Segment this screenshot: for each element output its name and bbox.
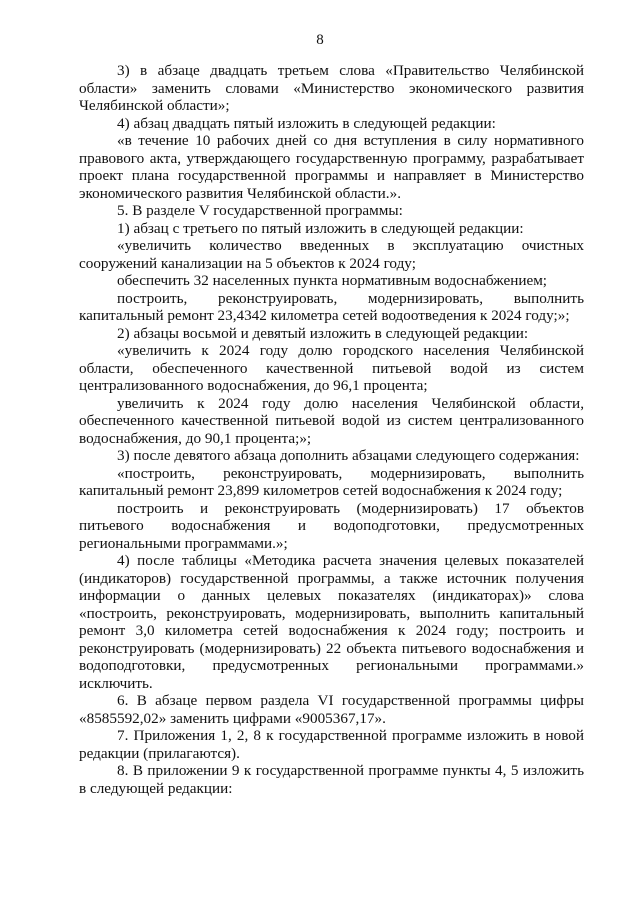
paragraph-14: построить и реконструировать (модернизировать) 17 объектов питьевого водоснабжения и водоподготовки, предусмотренных региональными программами.»; (79, 499, 584, 552)
paragraph-1: 3) в абзаце двадцать третьем слова «Правительство Челябинской области» заменить словами «Министерство экономического развития Челябинской области»; (79, 62, 584, 114)
paragraph-10: «увеличить к 2024 году долю городского населения Челябинской области, обеспеченного качественной питьевой водой из систем централизованного водоснабжения, до 96,1 процента; (79, 342, 584, 394)
paragraph-12: 3) после девятого абзаца дополнить абзацами следующего содержания: (117, 447, 580, 464)
paragraph-13: «построить, реконструировать, модернизировать, выполнить капитальный ремонт 23,899 километров сетей водоснабжения к 2024 году; (79, 464, 584, 499)
paragraph-18: 8. В приложении 9 к государственной программе пункты 4, 5 изложить в следующей редакции: (79, 762, 584, 797)
paragraph-9: 2) абзацы восьмой и девятый изложить в следующей редакции: (117, 324, 529, 342)
paragraph-6: «увеличить количество введенных в эксплуатацию очистных сооружений канализации на 5 объектов к 2024 году; (79, 237, 584, 272)
paragraph-7: обеспечить 32 населенных пункта нормативным водоснабжением; (117, 272, 548, 289)
paragraph-11: увеличить к 2024 году долю населения Челябинской области, обеспеченного качественной питьевой водой из систем централизованного водоснабжения, до 90,1 процента;»; (79, 394, 584, 447)
page-number: 8 (316, 32, 324, 48)
paragraph-17: 7. Приложения 1, 2, 8 к государственной программе изложить в новой редакции (прилагаются). (79, 727, 584, 762)
paragraph-2: 4) абзац двадцать пятый изложить в следующей редакции: (117, 114, 496, 132)
paragraph-8: построить, реконструировать, модернизировать, выполнить капитальный ремонт 23,4342 километра сетей водоотведения к 2024 году;»; (79, 289, 584, 324)
paragraph-15: 4) после таблицы «Методика расчета значения целевых показателей (индикаторов) государственной программы, а также источник получения информации о данных целевых показателях (индикаторах)» слова «построить, реконструировать, модернизировать, выполнить капитальный ремонт 3,0 километра сетей водоснабжения к 2024 году; построить и реконструировать (модернизировать) 22 объекта питьевого водоснабжения и водоподготовки, предусмотренных региональными программами.» исключить. (79, 552, 584, 692)
paragraph-4: 5. В разделе V государственной программы: (117, 202, 403, 219)
paragraph-3: «в течение 10 рабочих дней со дня вступления в силу нормативного правового акта, утверждающего государственную программу, разрабатывает проект плана государственной программы и направляет в Министерство экономического развития Челябинской области.». (79, 132, 584, 202)
paragraph-5: 1) абзац с третьего по пятый изложить в следующей редакции: (117, 219, 524, 237)
paragraph-16: 6. В абзаце первом раздела VI государственной программы цифры «8585592,02» заменить цифрами «9005367,17». (79, 692, 584, 727)
document-body (79, 62, 584, 797)
